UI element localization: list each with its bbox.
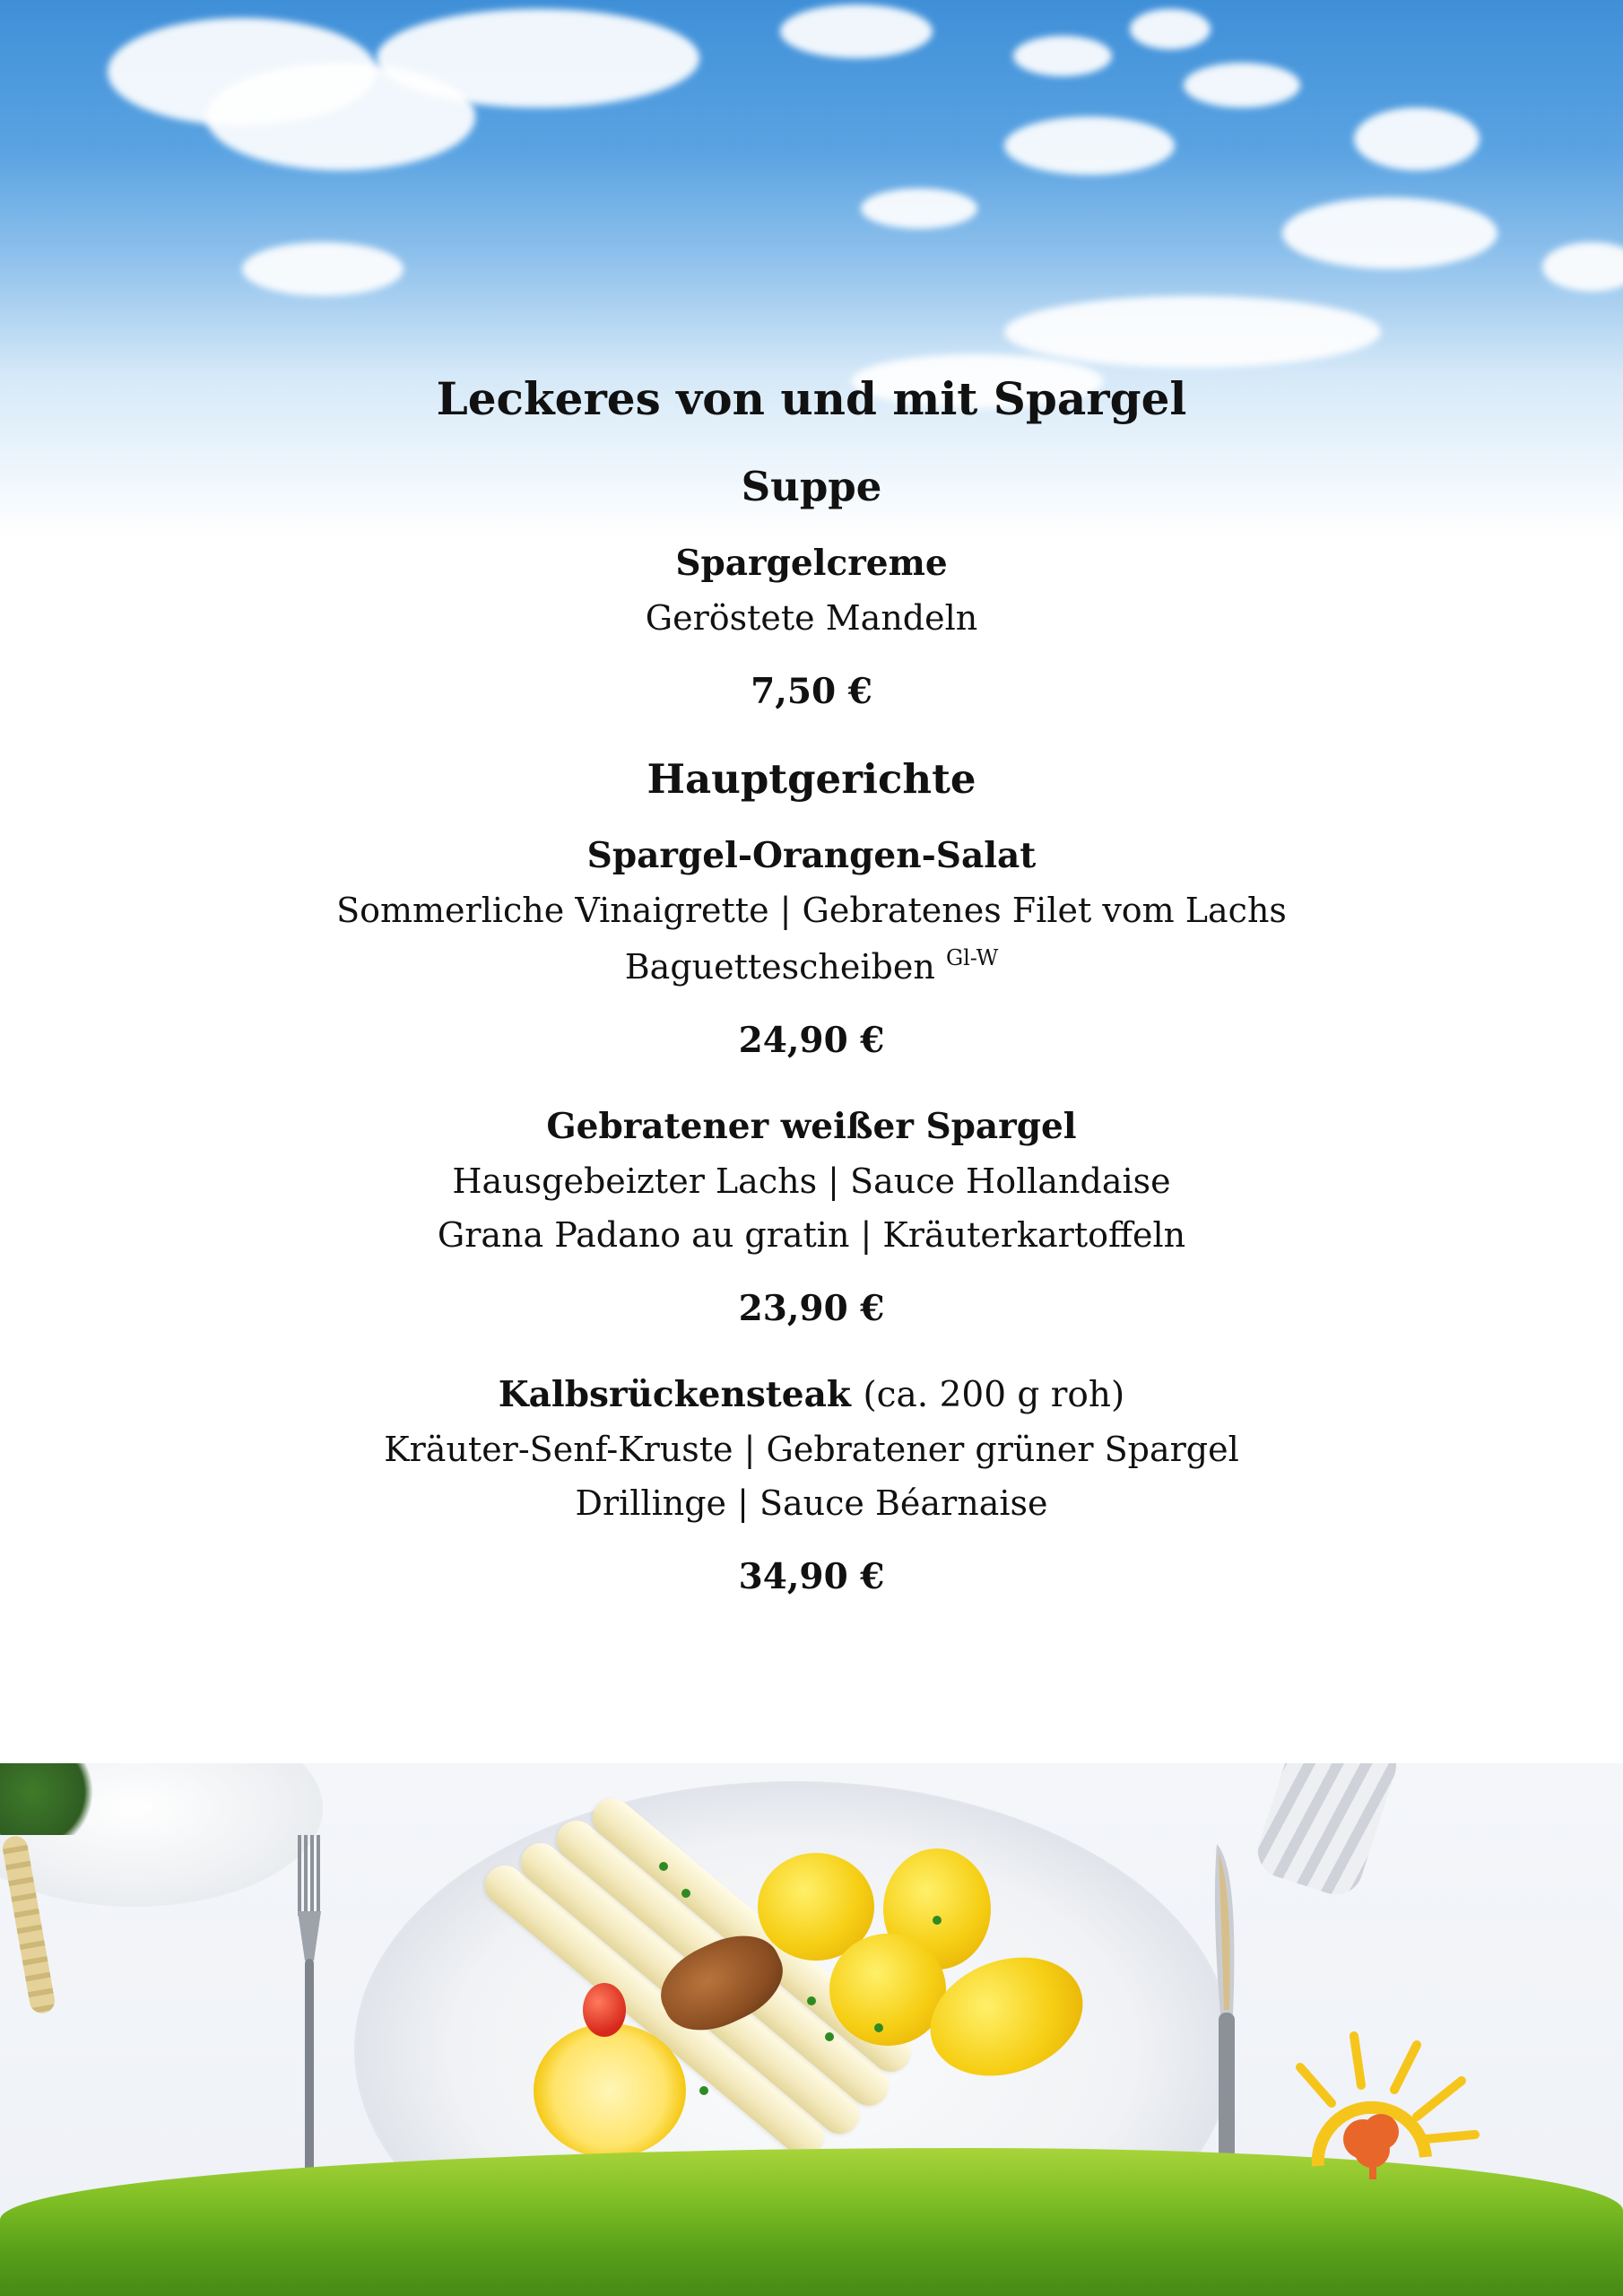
chive <box>807 1996 816 2005</box>
dish-gebratener-weisser-spargel <box>0 1106 1623 1329</box>
dish-weight-note: (ca. 200 g roh) <box>863 1375 1125 1415</box>
dish-description: Drillinge | Sauce Béarnaise <box>575 1483 1048 1523</box>
herbs <box>0 1763 108 1835</box>
chive <box>699 2086 708 2095</box>
tomato <box>583 1983 626 2037</box>
dish-description: Hausgebeizter Lachs | Sauce Hollandaise <box>452 1161 1171 1201</box>
fork-icon <box>296 1835 323 2221</box>
dish-name: Kalbsrückensteak <box>498 1374 851 1415</box>
menu-title: Leckeres von und mit Spargel <box>436 372 1187 425</box>
dish-description <box>0 945 1623 987</box>
cloud <box>377 9 699 108</box>
dish-description: Grana Padano au gratin | Kräuterkartoffeln <box>437 1215 1186 1255</box>
menu-content <box>0 372 1623 1597</box>
dish-name: Spargelcreme <box>675 543 948 584</box>
dish-price: 34,90 € <box>738 1556 885 1597</box>
allergen-code: Gl-W <box>945 945 999 970</box>
cloud <box>1184 63 1300 108</box>
cloud <box>1004 117 1175 175</box>
cloud <box>780 4 933 58</box>
napkin <box>1251 1763 1403 1901</box>
chive <box>659 1862 668 1871</box>
chive <box>874 2023 883 2032</box>
cloud <box>1282 197 1497 269</box>
lemon-slice <box>534 2023 686 2158</box>
dish-spargelcreme <box>0 543 1623 712</box>
section-title-main-courses: Hauptgerichte <box>647 755 976 803</box>
section-title-soup: Suppe <box>741 463 882 510</box>
cloud <box>1004 296 1381 368</box>
dish-description: Kräuter-Senf-Kruste | Gebratener grüner Spargel <box>384 1430 1239 1469</box>
chive <box>681 1889 690 1898</box>
dish-description-text: Baguettescheiben <box>624 947 935 987</box>
chive <box>933 1916 942 1925</box>
dish-price: 23,90 € <box>738 1288 885 1329</box>
cloud <box>1542 242 1623 291</box>
dish-name: Gebratener weißer Spargel <box>546 1106 1077 1147</box>
chive <box>825 2032 834 2041</box>
cloud <box>242 242 404 296</box>
cloud <box>1130 9 1211 49</box>
dish-spargel-orangen-salat <box>0 835 1623 1061</box>
dish-kalbsrueckensteak <box>0 1374 1623 1597</box>
dish-description: Geröstete Mandeln <box>645 598 978 638</box>
dish-name: Spargel-Orangen-Salat <box>586 835 1037 876</box>
sun-and-tree-logo <box>1282 2031 1480 2184</box>
cloud <box>1013 36 1112 76</box>
cloud <box>861 188 977 229</box>
potato <box>829 1934 946 2046</box>
dish-price: 24,90 € <box>738 1020 885 1061</box>
dish-price: 7,50 € <box>751 671 872 712</box>
dish-name-row <box>0 1374 1623 1415</box>
dish-description: Sommerliche Vinaigrette | Gebratenes Filet vom Lachs <box>336 891 1287 930</box>
cloud <box>1354 108 1480 170</box>
